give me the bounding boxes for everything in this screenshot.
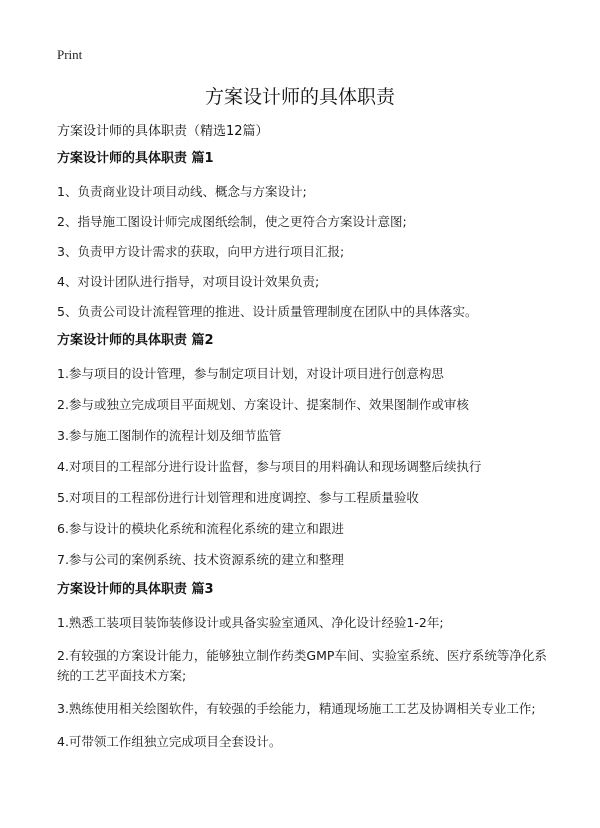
list-item: 2、指导施工图设计师完成图纸绘制，使之更符合方案设计意图; [57,214,407,229]
section-2 [57,332,557,570]
list-item: 5、负责公司设计流程管理的推进、设计质量管理制度在团队中的具体落实。 [57,304,478,319]
list-item: 3.熟练使用相关绘图软件，有较强的手绘能力，精通现场施工工艺及协调相关专业工作; [57,701,536,716]
list-item: 4.可带领工作组独立完成项目全套设计。 [57,734,282,749]
section-3 [57,581,557,752]
print-link[interactable]: Print [57,47,83,62]
list-item: 1.熟悉工装项目装饰装修设计或具备实验室通风、净化设计经验1-2年; [57,615,444,630]
list-item: 4.对项目的工程部分进行设计监督，参与项目的用料确认和现场调整后续执行 [57,459,482,474]
section-heading: 方案设计师的具体职责 篇1 [57,151,214,166]
list-item: 3.参与施工图制作的流程计划及细节监管 [57,428,282,443]
section-1 [57,150,557,322]
list-item: 5.对项目的工程部份进行计划管理和进度调控、参与工程质量验收 [57,490,419,505]
document-subtitle: 方案设计师的具体职责（精选12篇） [57,124,269,139]
list-item: 1.参与项目的设计管理，参与制定项目计划，对设计项目进行创意构思 [57,366,444,381]
list-item: 7.参与公司的案例系统、技术资源系统的建立和整理 [57,552,344,567]
section-heading: 方案设计师的具体职责 篇3 [57,582,214,597]
page-title: 方案设计师的具体职责 [204,86,395,108]
list-item: 1、负责商业设计项目动线、概念与方案设计; [57,184,307,199]
list-item: 2.有较强的方案设计能力，能够独立制作药类GMP车间、实验室系统、医疗系统等净化系统的工艺平面技术方案; [57,648,547,683]
list-item: 3、负责甲方设计需求的获取，向甲方进行项目汇报; [57,244,345,259]
list-item: 6.参与设计的模块化系统和流程化系统的建立和跟进 [57,521,344,536]
section-heading: 方案设计师的具体职责 篇2 [57,333,214,348]
document-body [57,150,557,765]
list-item: 2.参与或独立完成项目平面规划、方案设计、提案制作、效果图制作或审核 [57,397,469,412]
list-item: 4、对设计团队进行指导，对项目设计效果负责; [57,274,320,289]
